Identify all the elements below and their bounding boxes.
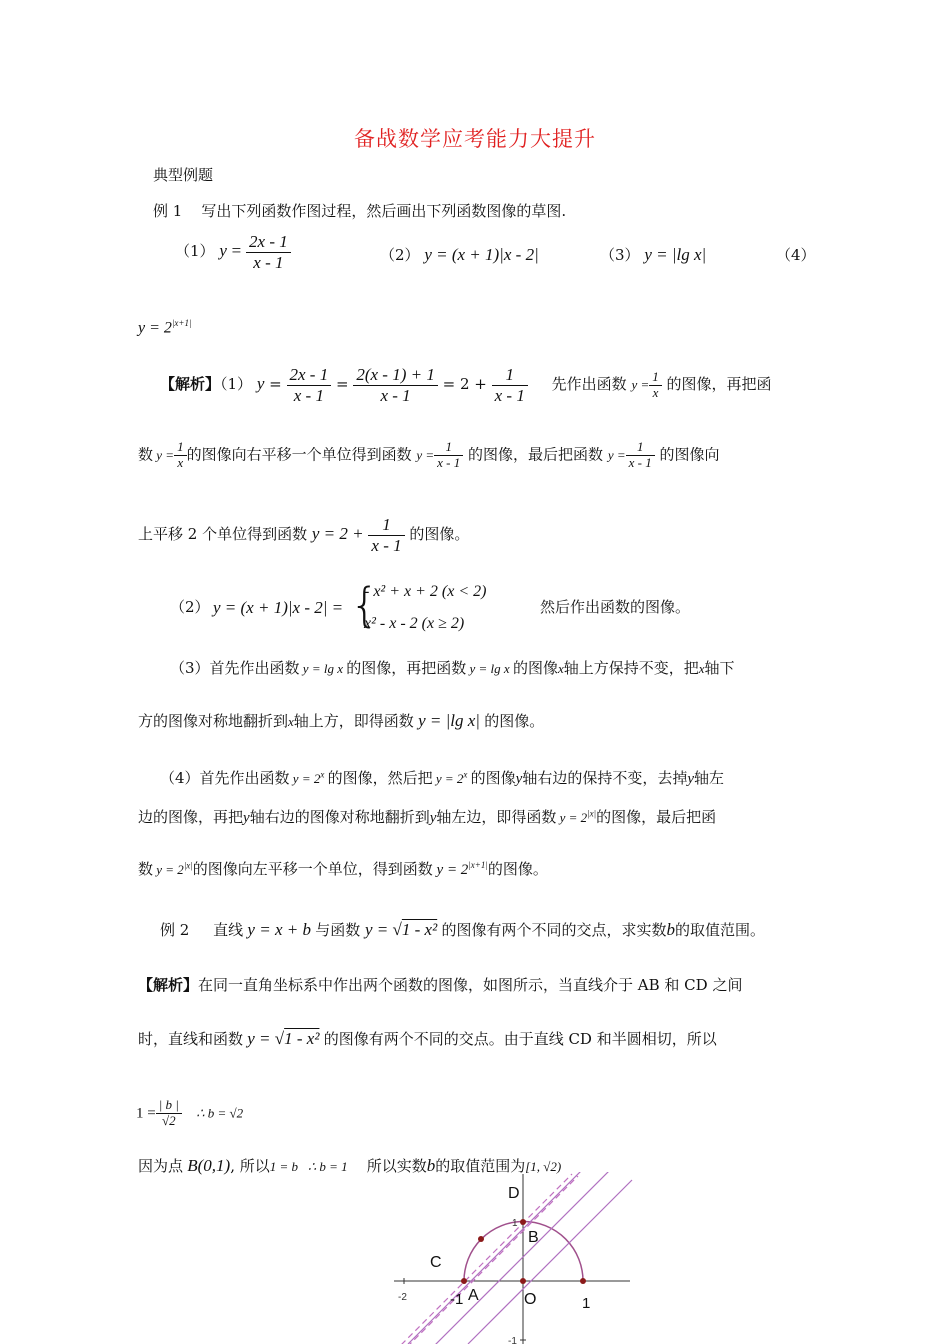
- label-y1: 1: [512, 1218, 518, 1229]
- label-C: C: [430, 1254, 442, 1271]
- solution-3-line-1: （3）首先作出函数 y = lg x 的图像，再把函数 y = lg x 的图像x轴上方保持不变，把x轴下: [170, 659, 735, 677]
- solution-1-line-1: 【解析】（1） y = $\frac{2x - 1}{x - 1}$ = $\frac{2(x - 1) + 1}{x - 1}$ = 2 + $\frac{1}{x - 1}$ 先作出函数 y = $\frac{1}{x}$ 的图像，再把函: [160, 365, 772, 405]
- case-1: - x² + x + 2 (x < 2): [364, 583, 487, 600]
- solution-4-line-3: 数 $y = 2^{|x|}$的图像向左平移一个单位，得到函数 $y = 2^{|x+1|}$的图像。: [138, 860, 548, 878]
- point-O: [520, 1278, 526, 1284]
- point-tangent: [478, 1236, 484, 1242]
- tangent-equation: 1 = $\frac{| b |}{√2}$ ∴ b = √2: [136, 1097, 244, 1128]
- label-neg1: -1: [450, 1291, 464, 1308]
- example-2-conclusion: 因为点 B(0,1), 所以1 = b ∴ b = 1 所以实数b的取值范围为[1, √2): [138, 1156, 562, 1175]
- section-heading: 典型例题: [153, 166, 214, 184]
- label-D: D: [508, 1185, 520, 1202]
- brace: {: [350, 578, 380, 632]
- item-3: （3） y = |lg x|: [600, 245, 707, 264]
- label-1: 1: [582, 1295, 591, 1312]
- page-title: 备战数学应考能力大提升: [354, 127, 596, 151]
- solution-1-line-2: 数 y = $\frac{1}{x}$ 的图像向右平移一个单位得到函数 y = $\frac{1}{x - 1}$ 的图像，最后把函数 y = $\frac{1}{x - 1}$ 的图像向: [138, 439, 720, 470]
- example-1-label: 例 1 写出下列函数作图过程，然后画出下列函数图像的草图.: [153, 202, 567, 220]
- point-A: [461, 1278, 467, 1284]
- example-2-solution-line-1: 【解析】在同一直角坐标系中作出两个函数的图像，如图所示，当直线介于 AB 和 CD 之间: [138, 976, 743, 994]
- item-4-expr: $y = 2^{|x+1|}$: [138, 318, 192, 337]
- example-1-prompt: 写出下列函数作图过程，然后画出下列函数图像的草图.: [201, 202, 567, 220]
- label-yneg1: -1: [508, 1336, 517, 1344]
- case-2: x² - x - 2 (x ≥ 2): [364, 615, 465, 632]
- line-CD-parallel: [386, 1176, 578, 1344]
- solution-4-line-1: （4）首先作出函数 $y = 2^x$ 的图像，然后把 $y = 2^x$ 的图像y轴右边的保持不变，去掉y轴左: [160, 769, 725, 787]
- point-B: [520, 1219, 526, 1225]
- item-1: （1） y = $\frac{2x - 1}{x - 1}$: [175, 232, 291, 272]
- line-CD: [380, 1174, 572, 1344]
- solution-2-label: （2）: [170, 598, 210, 616]
- graph-figure: [380, 1172, 650, 1344]
- example-2-solution-line-2: 时，直线和函数 y = √1 - x² 的图像有两个不同的交点。由于直线 CD 和半圆相切，所以: [138, 1029, 717, 1048]
- line-lower: [380, 1172, 630, 1344]
- point-1: [580, 1278, 586, 1284]
- label-A: A: [468, 1287, 479, 1304]
- solution-2-text: 然后作出函数的图像。: [540, 598, 691, 616]
- example-2: 例 2 直线 y = x + b 与函数 y = √1 - x² 的图像有两个不同的交点，求实数b的取值范围。: [160, 920, 765, 939]
- label-neg2: -2: [398, 1292, 407, 1303]
- solution-1-line-3: 上平移 2 个单位得到函数 y = 2 + $\frac{1}{x - 1}$ 的图像。: [138, 515, 470, 555]
- label-O: O: [524, 1291, 537, 1308]
- item-4-label: （4）: [776, 246, 816, 264]
- solution-4-line-2: 边的图像，再把y轴右边的图像对称地翻折到y轴左边，即得函数 $y = 2^{|x|}$的图像，最后把函: [138, 808, 717, 826]
- item-2: （2） y = (x + 1)|x - 2|: [380, 245, 539, 264]
- label-B: B: [528, 1229, 539, 1246]
- solution-2-expr: y = (x + 1)|x - 2| =: [213, 598, 344, 617]
- solution-3-line-2: 方的图像对称地翻折到x轴上方，即得函数 y = |lg x| 的图像。: [138, 711, 545, 730]
